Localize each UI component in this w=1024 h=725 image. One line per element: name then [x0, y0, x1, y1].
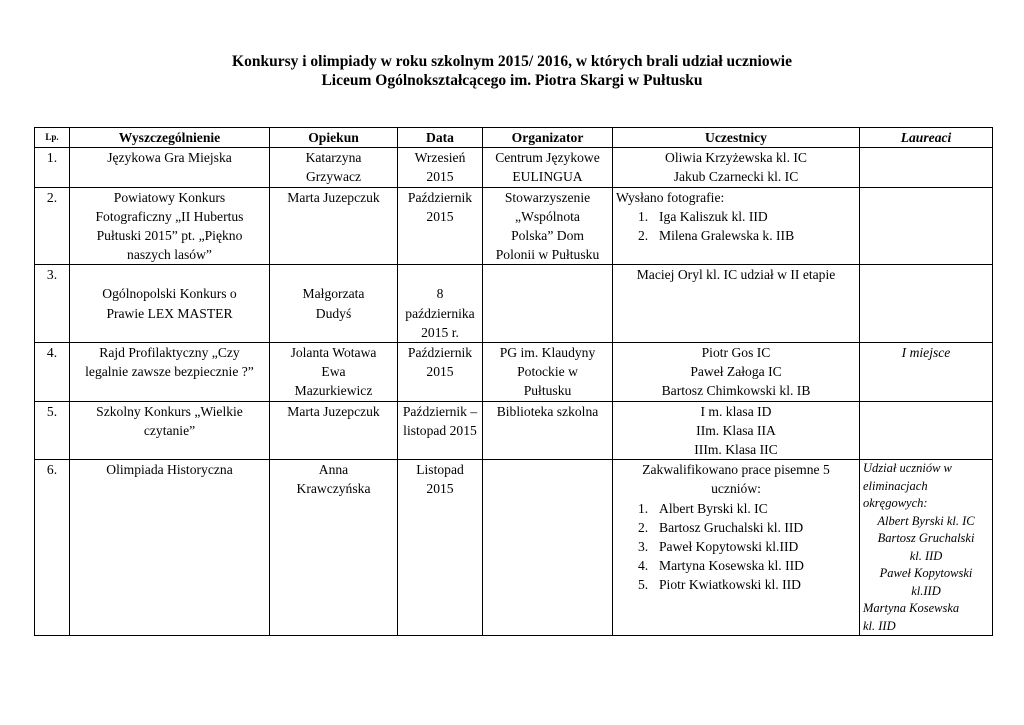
header-lp: Lp. — [35, 128, 70, 148]
cell-line: Potockie w — [517, 364, 578, 380]
row-organizator — [483, 343, 613, 402]
list-text: Albert Byrski kl. IC — [659, 500, 768, 516]
cell-line: PG im. Klaudyny — [499, 345, 596, 361]
row-lp: 1. — [35, 148, 70, 187]
cell-line: Polska” Dom — [511, 228, 584, 244]
row-data — [398, 187, 483, 265]
cell-line: 8 — [436, 286, 444, 302]
cell-line: Wysłano fotografie: — [616, 189, 725, 205]
cell-line: Ewa — [321, 364, 346, 380]
cell-line: 2015 r. — [421, 324, 459, 340]
cell-line: Piotr Gos IC — [701, 345, 771, 361]
cell-line: czytanie” — [143, 422, 196, 438]
cell-line: Paweł Kopytowski — [879, 566, 973, 581]
row-name — [70, 343, 270, 402]
cell-line: Październik — [407, 189, 473, 205]
row-name — [70, 265, 270, 343]
row-uczestnicy — [613, 148, 860, 187]
row-uczestnicy — [613, 460, 860, 636]
row-organizator — [483, 460, 613, 636]
cell-line: Prawie LEX MASTER — [106, 305, 233, 321]
row-data — [398, 460, 483, 636]
document-title — [0, 52, 1024, 90]
list-text: Iga Kaliszuk kl. IID — [659, 208, 768, 224]
header-wyszczegolnienie: Wyszczególnienie — [70, 128, 270, 148]
row-data — [398, 401, 483, 460]
row-laureaci — [860, 265, 993, 343]
cell-line: Albert Byrski kl. IC — [877, 513, 975, 528]
row-lp: 6. — [35, 460, 70, 636]
table-row — [35, 187, 993, 265]
cell-line: Szkolny Konkurs „Wielkie — [96, 403, 243, 419]
row-name — [70, 148, 270, 187]
header-uczestnicy: Uczestnicy — [613, 128, 860, 148]
cell-line: IIIm. Klasa IIC — [694, 442, 778, 458]
cell-line: 2015 — [426, 364, 454, 380]
cell-line: Stowarzyszenie — [504, 189, 591, 205]
cell-line: Martyna Kosewska — [863, 601, 960, 616]
cell-line: Październik – — [402, 403, 478, 419]
row-name — [70, 187, 270, 265]
row-opiekun — [270, 265, 398, 343]
row-opiekun — [270, 343, 398, 402]
header-opiekun: Opiekun — [270, 128, 398, 148]
row-lp: 4. — [35, 343, 70, 402]
list-text: Piotr Kwiatkowski kl. IID — [659, 577, 801, 593]
cell-line: Olimpiada Historyczna — [106, 462, 233, 478]
row-laureaci — [860, 460, 993, 636]
cell-line: Marta Juzepczuk — [287, 403, 380, 419]
header-organizator: Organizator — [483, 128, 613, 148]
cell-line: Październik — [407, 345, 473, 361]
title-line-2: Liceum Ogólnokształcącego im. Piotra Skargi w Pułtusku — [321, 72, 703, 89]
list-number: 3. — [638, 539, 649, 555]
cell-line: Jolanta Wotawa — [290, 345, 377, 361]
participants-list — [616, 499, 856, 595]
cell-line: Centrum Językowe — [495, 150, 600, 166]
list-text: Martyna Kosewska kl. IID — [659, 558, 804, 574]
row-data — [398, 148, 483, 187]
row-opiekun — [270, 460, 398, 636]
row-name — [70, 460, 270, 636]
list-number: 2. — [638, 228, 649, 244]
row-opiekun — [270, 148, 398, 187]
row-organizator — [483, 148, 613, 187]
cell-line: uczniów: — [711, 481, 761, 497]
list-item — [616, 518, 856, 537]
cell-line: Listopad — [416, 462, 464, 478]
list-text: Milena Gralewska k. IIB — [659, 228, 795, 244]
cell-line: IIm. Klasa IIA — [696, 422, 776, 438]
cell-line: I m. klasa ID — [700, 403, 772, 419]
list-number: 4. — [638, 558, 649, 574]
cell-line: Mazurkiewicz — [294, 383, 373, 399]
cell-line: legalnie zawsze bezpiecznie ?” — [85, 364, 254, 380]
header-data: Data — [398, 128, 483, 148]
cell-line: Rajd Profilaktyczny „Czy — [99, 345, 240, 361]
list-item — [616, 226, 856, 245]
title-line-1: Konkursy i olimpiady w roku szkolnym 2015/ 2016, w których brali udział uczniowie — [232, 53, 792, 70]
table-row — [35, 343, 993, 402]
cell-line: Katarzyna — [305, 150, 362, 166]
header-laureaci: Laureaci — [860, 128, 993, 148]
cell-line: Krawczyńska — [296, 481, 371, 497]
table-row — [35, 460, 993, 636]
cell-line: Wrzesień — [414, 150, 466, 166]
cell-line: okręgowych: — [863, 496, 928, 511]
list-number: 5. — [638, 577, 649, 593]
cell-line: 2015 — [426, 169, 454, 185]
cell-line: 2015 — [426, 481, 454, 497]
list-item — [616, 556, 856, 575]
competitions-table — [34, 127, 993, 636]
row-laureaci — [860, 401, 993, 460]
cell-line: Ogólnopolski Konkurs o — [102, 286, 237, 302]
cell-line: Jakub Czarnecki kl. IC — [673, 169, 799, 185]
cell-line: Bartosz Gruchalski — [877, 531, 975, 546]
list-item — [616, 207, 856, 226]
row-opiekun — [270, 401, 398, 460]
row-lp: 3. — [35, 265, 70, 343]
cell-line: listopad 2015 — [403, 422, 477, 438]
row-organizator — [483, 187, 613, 265]
row-uczestnicy — [613, 187, 860, 265]
list-text: Paweł Kopytowski kl.IID — [659, 539, 799, 555]
cell-line: kl.IID — [911, 583, 941, 598]
list-item — [616, 575, 856, 594]
cell-line: Marta Juzepczuk — [287, 189, 380, 205]
cell-line: Maciej Oryl kl. IC udział w II etapie — [636, 267, 836, 283]
cell-line: Zakwalifikowano prace pisemne 5 — [642, 462, 830, 478]
cell-line: Bartosz Chimkowski kl. IB — [661, 383, 811, 399]
cell-line: kl. IID — [909, 548, 943, 563]
list-item — [616, 499, 856, 518]
cell-line: 2015 — [426, 208, 454, 224]
row-data — [398, 265, 483, 343]
cell-line: Polonii w Pułtusku — [495, 247, 600, 263]
cell-line: Oliwia Krzyżewska kl. IC — [665, 150, 807, 166]
cell-line: Grzywacz — [305, 169, 362, 185]
cell-line: Biblioteka szkolna — [496, 403, 599, 419]
row-lp: 2. — [35, 187, 70, 265]
row-organizator — [483, 401, 613, 460]
row-lp: 5. — [35, 401, 70, 460]
row-laureaci — [860, 187, 993, 265]
cell-line: naszych lasów” — [127, 247, 212, 263]
list-number: 1. — [638, 208, 649, 224]
cell-line: Powiatowy Konkurs — [113, 189, 226, 205]
list-number: 2. — [638, 519, 649, 535]
cell-line: Fotograficzny „II Hubertus — [95, 208, 244, 224]
cell-line: „Wspólnota — [515, 208, 580, 224]
row-name — [70, 401, 270, 460]
cell-line: Udział uczniów w — [863, 461, 952, 476]
cell-line: Anna — [318, 462, 349, 478]
row-uczestnicy — [613, 401, 860, 460]
row-uczestnicy — [613, 343, 860, 402]
table-header-row — [35, 128, 993, 148]
row-organizator — [483, 265, 613, 343]
cell-line: eliminacjach — [863, 478, 928, 493]
cell-line: EULINGUA — [512, 169, 583, 185]
row-data — [398, 343, 483, 402]
cell-line: Pułtusku — [523, 383, 572, 399]
row-laureaci: I miejsce — [860, 343, 993, 402]
cell-line: Małgorzata — [302, 286, 365, 302]
table-row — [35, 265, 993, 343]
cell-line: Językowa Gra Miejska — [107, 150, 232, 166]
list-text: Bartosz Gruchalski kl. IID — [659, 519, 804, 535]
list-item — [616, 537, 856, 556]
row-opiekun — [270, 187, 398, 265]
cell-line: października — [405, 305, 475, 321]
table-row — [35, 401, 993, 460]
list-number: 1. — [638, 500, 649, 516]
participants-list — [616, 207, 856, 245]
cell-line: kl. IID — [863, 618, 896, 633]
cell-line: Paweł Załoga IC — [690, 364, 782, 380]
row-laureaci — [860, 148, 993, 187]
cell-line: Pułtuski 2015” pt. „Piękno — [96, 228, 243, 244]
row-uczestnicy — [613, 265, 860, 343]
table-row — [35, 148, 993, 187]
cell-line: Dudyś — [315, 305, 352, 321]
